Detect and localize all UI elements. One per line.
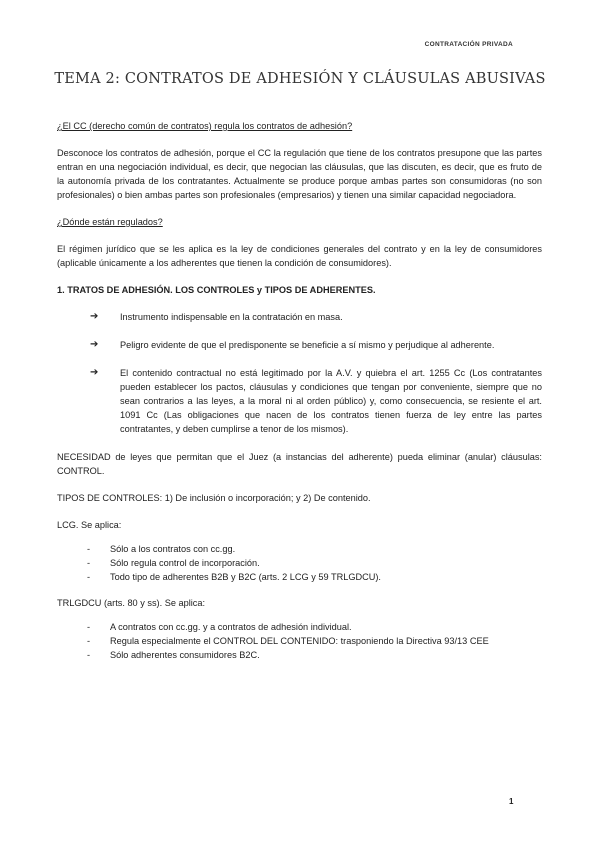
dash-item-text: Sólo a los contratos con cc.gg. xyxy=(110,544,236,554)
dash-item-text: Sólo regula control de incorporación. xyxy=(110,558,260,568)
arrow-item-text: El contenido contractual no está legitimado por la A.V. y quiebra el art. 1255 Cc (Los contratantes pueden establecer los pactos, cláusulas y condiciones que tengan por conveniente, siempre que no sean contrarios a las leyes, a la moral ni al orden público) y, como consecuencia, se resiente el art. 1091 Cc (Las obligaciones que nacen de los contratos tienen fuerza de ley entre las partes contratantes, y deben cumplirse a tenor de los mismos). xyxy=(120,368,542,434)
dash-item-text: Sólo adherentes consumidores B2C. xyxy=(110,650,260,660)
page-number: 1 xyxy=(509,797,514,806)
paragraph-6: TRLGDCU (arts. 80 y ss). Se aplica: xyxy=(57,598,206,608)
trlgdcu-list xyxy=(57,620,542,662)
lcg-list xyxy=(57,542,542,584)
paragraph-5: LCG. Se aplica: xyxy=(57,520,122,530)
arrow-item-text: Instrumento indispensable en la contratación en masa. xyxy=(120,312,343,322)
page-title: TEMA 2: CONTRATOS DE ADHESIÓN Y CLÁUSULAS ABUSIVAS xyxy=(54,71,546,87)
dash-bullet-icon: - xyxy=(87,636,91,646)
dash-list-item xyxy=(87,542,542,556)
paragraph-2: El régimen jurídico que se les aplica es la ley de condiciones generales del contrato y en la ley de consumidores (aplicable únicamente a los adherentes que tienen la condición de consumidores). xyxy=(57,244,542,268)
dash-bullet-icon: - xyxy=(87,558,91,568)
dash-bullet-icon: - xyxy=(87,622,91,632)
dash-item-text: A contratos con cc.gg. y a contratos de adhesión individual. xyxy=(110,622,352,632)
dash-bullet-icon: - xyxy=(87,650,91,660)
arrow-list xyxy=(57,310,542,436)
running-header: CONTRATACIÓN PRIVADA xyxy=(424,41,513,48)
dash-bullet-icon: - xyxy=(87,572,91,582)
arrow-icon: ➔ xyxy=(90,339,99,350)
arrow-item-text: Peligro evidente de que el predisponente se beneficie a sí mismo y perjudique al adherente. xyxy=(120,340,495,350)
paragraph-3: NECESIDAD de leyes que permitan que el Juez (a instancias del adherente) pueda eliminar (anular) cláusulas: CONTROL. xyxy=(57,452,542,476)
dash-list-item xyxy=(87,570,542,584)
question-heading-2: ¿Dónde están regulados? xyxy=(57,217,163,227)
arrow-list-item xyxy=(90,366,542,436)
paragraph-1: Desconoce los contratos de adhesión, porque el CC la regulación que tiene de los contratos presupone que las partes entran en una negociación individual, es decir, que negocian las cláusulas, que las discuten, es decir, que es fruto de la autonomía privada de los contratantes. Actualmente se produce porque ambas partes son consumidoras (no son profesionales) o bien ambas partes son profesionales (empresarios) y tienen una similar capacidad negociadora. xyxy=(57,148,542,200)
document-body xyxy=(57,119,542,674)
arrow-icon: ➔ xyxy=(90,367,99,378)
dash-list-item xyxy=(87,648,542,662)
arrow-icon: ➔ xyxy=(90,311,99,322)
dash-item-text: Todo tipo de adherentes B2B y B2C (arts. 2 LCG y 59 TRLGDCU). xyxy=(110,572,381,582)
dash-item-text: Regula especialmente el CONTROL DEL CONTENIDO: trasponiendo la Directiva 93/13 CEE xyxy=(110,636,489,646)
dash-list-item xyxy=(87,620,542,634)
dash-bullet-icon: - xyxy=(87,544,91,554)
dash-list-item xyxy=(87,634,542,648)
section-heading-1: 1. TRATOS DE ADHESIÓN. LOS CONTROLES y TIPOS DE ADHERENTES. xyxy=(57,285,376,295)
arrow-list-item xyxy=(90,310,542,324)
arrow-list-item xyxy=(90,338,542,352)
question-heading-1: ¿El CC (derecho común de contratos) regula los contratos de adhesión? xyxy=(57,121,353,131)
paragraph-4: TIPOS DE CONTROLES: 1) De inclusión o incorporación; y 2) De contenido. xyxy=(57,493,371,503)
dash-list-item xyxy=(87,556,542,570)
